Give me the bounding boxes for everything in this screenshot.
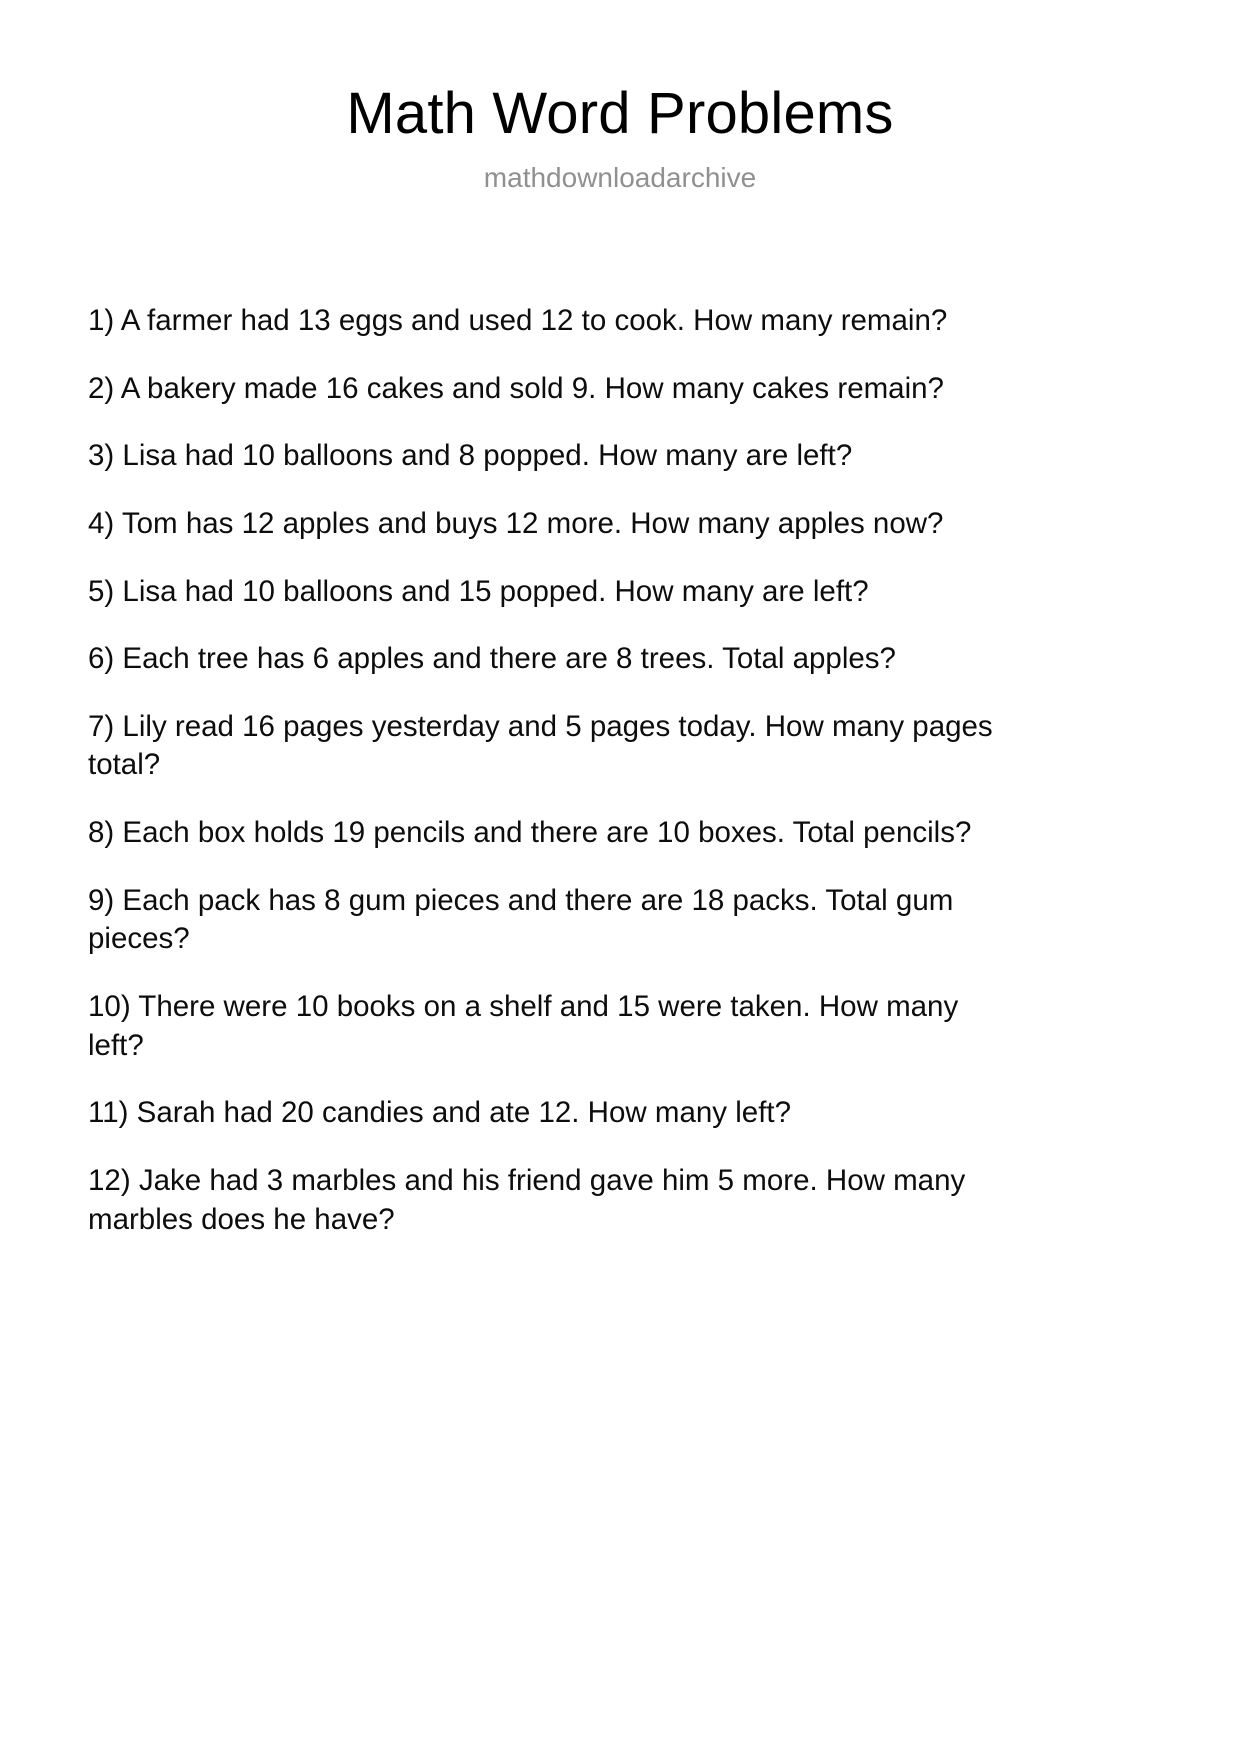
problem-item: 10) There were 10 books on a shelf and 15 were taken. How many left? (88, 990, 959, 1062)
page-title: Math Word Problems (346, 81, 894, 146)
problem-item: 4) Tom has 12 apples and buys 12 more. How many apples now? (88, 506, 944, 540)
problem-item: 3) Lisa had 10 balloons and 8 popped. How many are left? (88, 439, 853, 473)
problem-item: 11) Sarah had 20 candies and ate 12. How many left? (88, 1096, 791, 1130)
problem-item: 2) A bakery made 16 cakes and sold 9. How many cakes remain? (88, 371, 944, 405)
problem-list (88, 302, 1152, 1268)
problem-item: 5) Lisa had 10 balloons and 15 popped. How many are left? (88, 574, 869, 608)
document-header (0, 0, 1240, 194)
problem-item: 8) Each box holds 19 pencils and there are 10 boxes. Total pencils? (88, 816, 972, 850)
page-subtitle: mathdownloadarchive (483, 161, 757, 193)
problem-item: 7) Lily read 16 pages yesterday and 5 pages today. How many pages total? (88, 709, 993, 782)
problem-item: 1) A farmer had 13 eggs and used 12 to cook. How many remain? (88, 304, 948, 337)
problem-item: 6) Each tree has 6 apples and there are 8 trees. Total apples? (88, 642, 896, 676)
problem-item: 12) Jake had 3 marbles and his friend gave him 5 more. How many marbles does he have? (88, 1163, 966, 1236)
problem-item: 9) Each pack has 8 gum pieces and there are 18 packs. Total gum pieces? (88, 883, 954, 956)
